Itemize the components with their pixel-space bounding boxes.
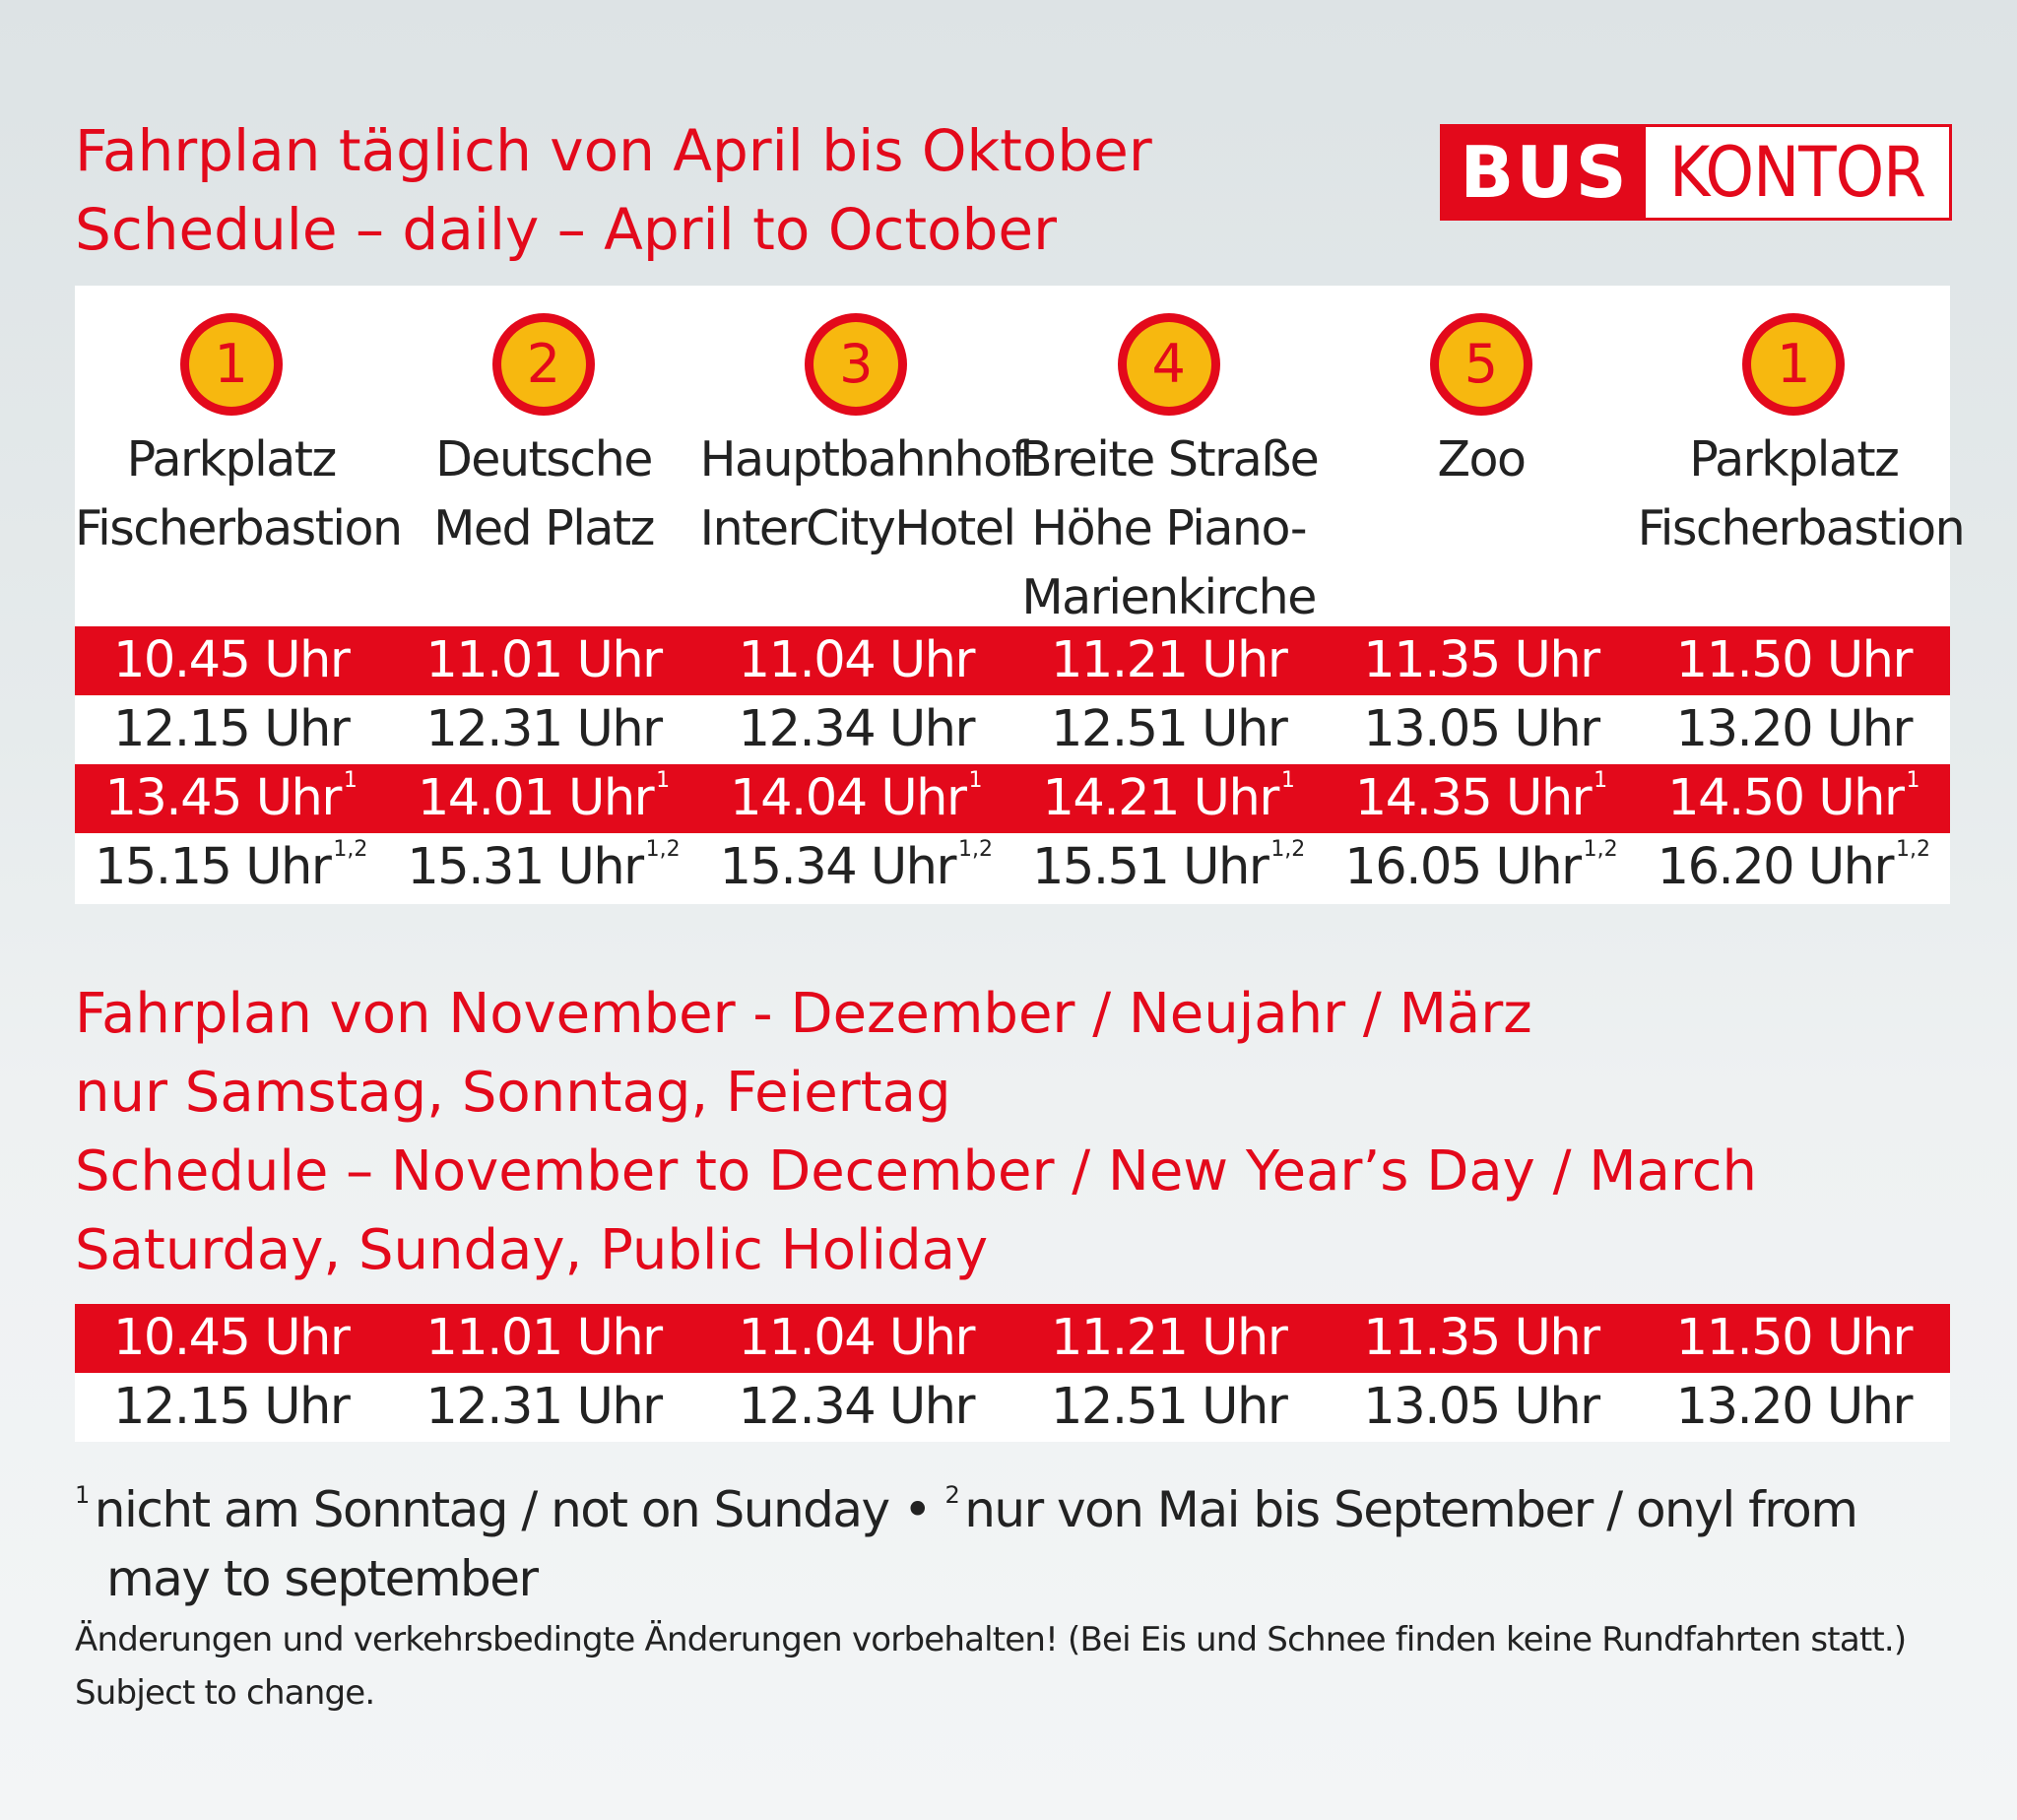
time-row (75, 1373, 1950, 1442)
stop-column (75, 286, 402, 626)
departure-time: 11.04 Uhr (738, 631, 974, 689)
footnote-ref: 1 (656, 768, 671, 793)
departure-time: 13.20 Uhr (1675, 700, 1912, 758)
notice-en: Subject to change. (75, 1673, 375, 1713)
time-row (75, 695, 1950, 764)
departure-time: 15.34 Uhr $^{1,2}$ (719, 837, 993, 896)
footnote-ref: 1,2 (957, 837, 993, 862)
winter-title-line: Schedule – November to December / New Year’s Day / March (75, 1139, 1757, 1203)
departure-time: 12.31 Uhr (425, 1378, 662, 1436)
winter-timetable (75, 1304, 1950, 1442)
stop-column (1325, 286, 1637, 626)
footnote-ref: 1,2 (1895, 837, 1930, 862)
footnote-ref: 1 (343, 768, 358, 793)
footnote-text: nur von Mai bis September / onyl from (964, 1481, 1857, 1538)
winter-schedule-title (75, 975, 1757, 1290)
winter-title-line: Saturday, Sunday, Public Holiday (75, 1218, 989, 1282)
stop-number-badge: 3 (805, 313, 907, 416)
logo-bus-text: BUS (1443, 127, 1646, 218)
time-row (75, 764, 1950, 833)
time-row (75, 1304, 1950, 1373)
departure-time: 11.01 Uhr (425, 631, 662, 689)
footnote-ref: 1,2 (333, 837, 368, 862)
summer-timetable (75, 286, 1965, 904)
footnote-ref: 1 (1280, 768, 1295, 793)
stop-column (387, 286, 699, 626)
stop-number-badge: 4 (1118, 313, 1220, 416)
departure-time: 11.01 Uhr (425, 1309, 662, 1367)
departure-time: 14.35 Uhr $^1$ (1354, 768, 1608, 827)
departure-time: 12.34 Uhr (738, 1378, 974, 1436)
departure-time: 13.20 Uhr (1675, 1378, 1912, 1436)
stop-number-badge: 5 (1430, 313, 1532, 416)
departure-time: 15.15 Uhr $^{1,2}$ (94, 837, 368, 896)
footnote-mark: 2 (944, 1481, 959, 1509)
stop-header-row (75, 286, 1965, 626)
stop-number-badge: 2 (492, 313, 595, 416)
footnote-ref: 1,2 (645, 837, 681, 862)
summer-time-rows (75, 626, 1950, 902)
stop-column (1637, 286, 1965, 626)
departure-time: 11.35 Uhr (1363, 631, 1599, 689)
departure-time: 12.15 Uhr (112, 1378, 350, 1436)
stop-name: Parkplatz Fischerbastion (75, 431, 402, 556)
footnote-ref: 1 (1906, 768, 1920, 793)
time-row (75, 833, 1950, 902)
departure-time: 14.01 Uhr $^1$ (417, 768, 671, 827)
stop-column (1012, 286, 1325, 626)
departure-time: 14.21 Uhr $^1$ (1042, 768, 1295, 827)
departure-time: 11.35 Uhr (1363, 1309, 1599, 1367)
departure-time: 11.50 Uhr (1675, 1309, 1912, 1367)
winter-title-line: Fahrplan von November - Dezember / Neujahr / März (75, 982, 1532, 1046)
departure-time: 12.34 Uhr (738, 700, 974, 758)
departure-time: 10.45 Uhr (112, 631, 350, 689)
footnote-text: may to september (106, 1550, 538, 1607)
time-row (75, 626, 1950, 695)
change-notice (75, 1613, 1946, 1720)
summer-title-de: Fahrplan täglich von April bis Oktober (75, 117, 1152, 184)
departure-time: 16.20 Uhr $^{1,2}$ (1657, 837, 1930, 896)
summer-schedule-title (75, 111, 1152, 269)
winter-time-rows (75, 1304, 1950, 1442)
footnote-mark: 1 (75, 1481, 89, 1509)
departure-time: 11.04 Uhr (738, 1309, 974, 1367)
footnote-ref: 1 (1594, 768, 1608, 793)
footnote-ref: 1 (968, 768, 983, 793)
departure-time: 15.51 Uhr $^{1,2}$ (1031, 837, 1306, 896)
footnote-text: nicht am Sonntag / not on Sunday • (94, 1481, 932, 1538)
logo-kontor-text: KONTOR (1669, 132, 1925, 213)
stop-name: Hauptbahnhof InterCityHotel (699, 431, 1027, 556)
departure-time: 13.05 Uhr (1363, 700, 1599, 758)
footnote-ref: 1,2 (1270, 837, 1306, 862)
stop-column (699, 286, 1027, 626)
footnote-ref: 1,2 (1583, 837, 1618, 862)
summer-title-en: Schedule – daily – April to October (75, 196, 1057, 263)
departure-time: 12.51 Uhr (1050, 1378, 1287, 1436)
notice-de: Änderungen und verkehrsbedingte Änderungen vorbehalten! (Bei Eis und Schnee finden keine Rundfahrten statt.) (75, 1620, 1907, 1659)
departure-time: 11.21 Uhr (1050, 631, 1287, 689)
stop-name: Zoo (1437, 431, 1526, 488)
departure-time: 11.21 Uhr (1050, 1309, 1287, 1367)
winter-title-line: nur Samstag, Sonntag, Feiertag (75, 1061, 951, 1125)
footnotes (75, 1475, 1946, 1720)
stop-name: Deutsche Med Platz (433, 431, 654, 556)
footnote-legend (75, 1475, 1946, 1613)
departure-time: 12.15 Uhr (112, 700, 350, 758)
stop-name: Breite Straße Höhe Piano- Marienkirche (1018, 431, 1319, 625)
departure-time: 12.51 Uhr (1050, 700, 1287, 758)
departure-time: 14.50 Uhr $^1$ (1667, 768, 1920, 827)
departure-time: 11.50 Uhr (1675, 631, 1912, 689)
departure-time: 15.31 Uhr $^{1,2}$ (407, 837, 681, 896)
departure-time: 10.45 Uhr (112, 1309, 350, 1367)
departure-time: 13.45 Uhr $^1$ (104, 768, 358, 827)
departure-time: 14.04 Uhr $^1$ (730, 768, 983, 827)
departure-time: 16.05 Uhr $^{1,2}$ (1344, 837, 1618, 896)
buskontor-logo (1440, 124, 1952, 221)
stop-number-badge: 1 (180, 313, 283, 416)
stop-name: Parkplatz Fischerbastion (1637, 431, 1965, 556)
departure-time: 12.31 Uhr (425, 700, 662, 758)
stop-number-badge: 1 (1742, 313, 1845, 416)
departure-time: 13.05 Uhr (1363, 1378, 1599, 1436)
